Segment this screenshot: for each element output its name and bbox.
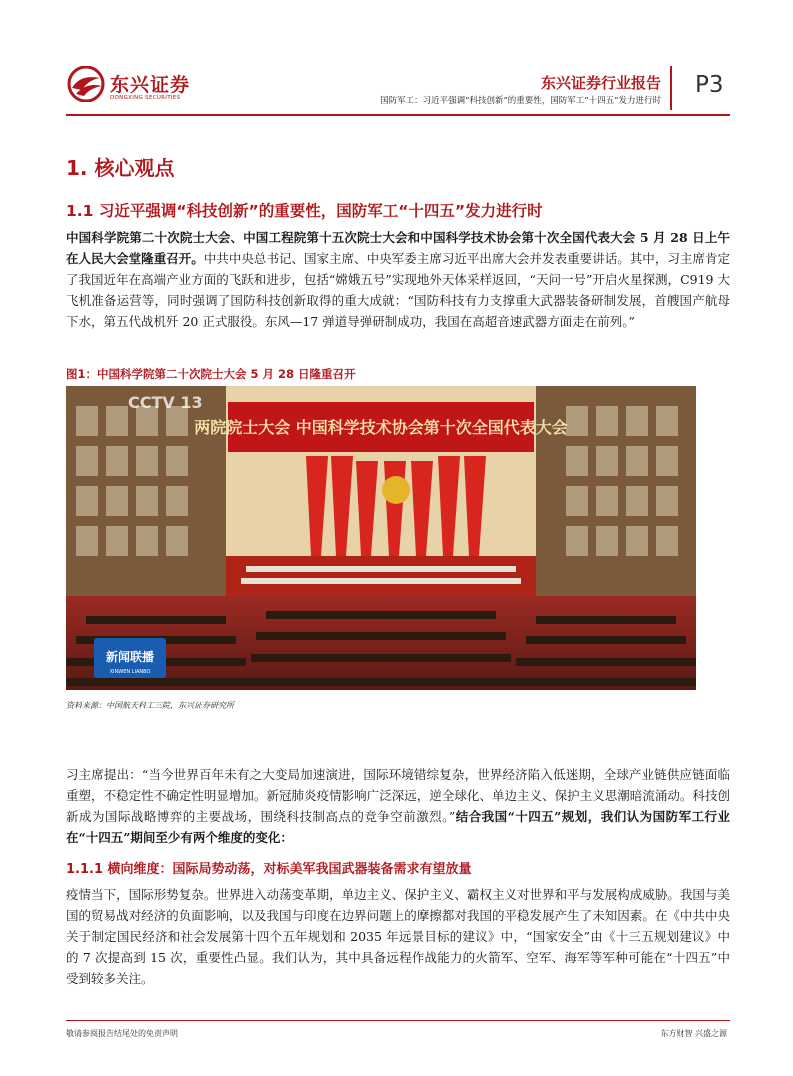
footer-disclaimer: 敬请参阅报告结尾处的免责声明 <box>66 1029 178 1038</box>
logo-text-en: DONGXING SECURITIES <box>110 95 181 101</box>
paragraph-1 <box>66 227 730 332</box>
logo-text-cn: 东兴证券 <box>110 74 191 96</box>
subsubsection-heading: 1.1.1 横向维度：国际局势动荡，对标美军我国武器装备需求有望放量 <box>66 862 472 877</box>
news-logo-en: XINWEN LIANBO <box>109 669 151 675</box>
paragraph-2 <box>66 764 730 848</box>
paragraph-1-body: 中共中央总书记、国家主席、中央军委主席习近平出席大会并发表重要讲话。其中，习主席肯定了我国近年在高端产业方面的飞跃和进步，包括“嫦娥五号”实现地外天体采样返回，“天问一号”开启火星探测，C919 大飞机准备运营等，同时强调了国防科技创新取得的重大成就：“国防科技有力支撑重大武器装备研制发展，首艘国产航母下水，第五代战机歼 20 正式服役。东风—17 弹道导弹研制成功，我国在高超音速武器方面走在前列。” <box>66 251 730 329</box>
figure-caption: 图1：中国科学院第二十次院士大会 5 月 28 日隆重召开 <box>66 367 356 381</box>
header-divider <box>670 66 672 110</box>
page-number: P3 <box>695 72 724 98</box>
report-subtitle: 国防军工：习近平强调“科技创新”的重要性，国防军工“十四五”发力进行时 <box>380 96 661 106</box>
congress-photo <box>66 386 696 690</box>
section-heading: 1. 核心观点 <box>66 156 175 180</box>
paragraph-2-conclusion: 结合我国“十四五”规划，我们认为国防军工行业在“十四五”期间至少有两个维度的变化： <box>66 809 730 845</box>
paragraph-2-body: 习主席提出：“当今世界百年未有之大变局加速演进，国际环境错综复杂，世界经济陷入低迷期，全球产业链供应链面临重塑，不稳定性不确定性明显增加。新冠肺炎疫情影响广泛深远，逆全球化、单边主义、保护主义思潮暗流涌动。科技创新成为国际战略博弈的主要战场，围绕科技制高点的竞争空前激烈。” <box>66 767 730 824</box>
footer-slogan: 东方财智 兴盛之源 <box>660 1029 727 1038</box>
paragraph-3: 疫情当下，国际形势复杂。世界进入动荡变革期，单边主义、保护主义、霸权主义对世界和平与发展构成威胁。我国与美国的贸易战对经济的负面影响，以及我国与印度在边界问题上的摩擦都对我国的平稳发展产生了未知因素。在《中共中央关于制定国民经济和社会发展第十四个五年规划和 2035 年远景目标的建议》中，“国家安全”由《十三五规划建议》中的 7 次提高到 15 次，重要性凸显。我们认为，其中具备远程作战能力的火箭军、空军、海军等军种可能在“十四五”中受到较多关注。 <box>66 887 730 986</box>
report-title: 东兴证券行业报告 <box>540 74 661 92</box>
header-rule <box>66 114 730 116</box>
footer-rule <box>66 1020 730 1021</box>
news-logo: 新闻联播 <box>105 650 155 664</box>
subsection-heading: 1.1 习近平强调“科技创新”的重要性，国防军工“十四五”发力进行时 <box>66 202 543 220</box>
channel-logo: CCTV 13 <box>128 393 203 412</box>
paragraph-1-lead: 中国科学院第二十次院士大会、中国工程院第十五次院士大会和中国科学技术协会第十次全国代表大会 5 月 28 日上午在人民大会堂隆重召开。 <box>66 230 730 266</box>
photo-banner-text: 两院院士大会 中国科学技术协会第十次全国代表大会 <box>194 418 568 437</box>
figure-source: 资料来源：中国航天科工三院，东兴证券研究所 <box>66 701 234 710</box>
dongxing-logo-icon <box>66 66 106 102</box>
